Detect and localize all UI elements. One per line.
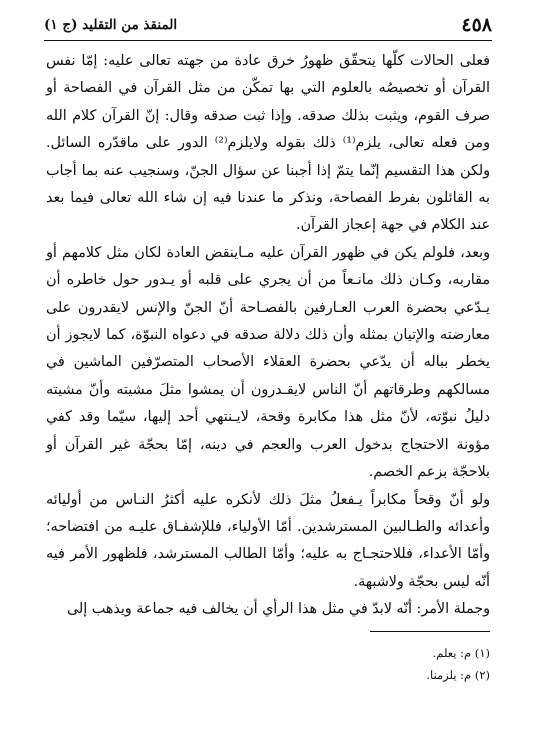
footnote-separator bbox=[370, 631, 490, 632]
paragraph: ولو أنّ وقحاً مكابراً يـفعلُ مثلَ ذلك لأنكره عليه أكثرُ النـاس من أوليائه وأعدائه والطـالبين المسترشدين. أمّا الأولياء، فللإشفـاق عليـه من افتضاحه؛ وأمّا الأعداء، فللاحتجـاج به عليه؛ وأمّا الطالب المسترشد، فلظهور الأمر فيه أنّه ليس بحجّة ولاشبهة. bbox=[46, 491, 490, 590]
page-header bbox=[44, 14, 492, 41]
footnotes bbox=[426, 642, 490, 686]
footnote: (١) م: يعلم. bbox=[432, 646, 490, 660]
main-text bbox=[46, 48, 490, 624]
running-title: المنقذ من التقليد (ج ١) bbox=[44, 17, 178, 33]
footnote: (٢) م: يلزمنا. bbox=[426, 668, 490, 682]
paragraph: وبعد، فلولم يكن في ظهور القرآن عليه مـاينقض العادة لكان مثل كلامهم أو مقاربه، وكـان ذلك مانـعاً من أن يجري على قلبه أو يـدور حول خاطره أن يـدّعي بحضرة العرب العـارفين بالفصـاحة أنّ الجنّ والإنس لايقدرون على معارضته والإتيان بمثله وأن ذلك دلالة صدقه في دعواه النبوّة، كما لايجوز أن يخطر بباله أن يدّعي بحضرة العقلاء الأصحاب المتصرّفين الماشين في مسالكهم وطرقاتهم أنّ الناس لايقـدرون أن يمشوا مثلَ مشيته وأنّ مشيته دليلُ نبوّته، لأنّ مثل هذا مكابرة وقحة، لايـنتهي أحد إليها، سيّما وقد كفي مؤونة الاحتجاج بدخول العرب والعجم في دينه، إمّا بحجّة غير القرآن أو بلاحجّة بزعم الخصم. bbox=[46, 244, 490, 481]
page-number: ٤٥٨ bbox=[461, 14, 492, 36]
paragraph: فعلى الحالات كلّها يتحقّق ظهورُ خرق عادة من جهته تعالى عليه: إمّا نفس القرآن أو تخصيصُه بالعلوم التي بها تمكّن من مثل القرآن في الفصاحة أو صرف القوم، ويثبت بذلك صدقه. وإذا ثبت صدقه وقال: إنّ القرآن كلام الله ومن فعله تعالى، يلزم⁽¹⁾ ذلك بقوله ولايلزم⁽²⁾ الدور على ماقدّره السائل. ولكن هذا التقسيم إنّما يتمّ إذا أجبنا عن سؤال الجنّ، وسنجيب عنه بما أجاب به القائلون بفرط الفصاحة، ونذكر ما عندنا فيه إن شاء الله تعالى فيما بعد عند الكلام في جهة إعجاز القرآن. bbox=[46, 53, 490, 234]
paragraph: وجملة الأمر: أنّه لابدّ في مثل هذا الرأي أن يخالف فيه جماعة ويذهب إلى bbox=[66, 601, 490, 618]
